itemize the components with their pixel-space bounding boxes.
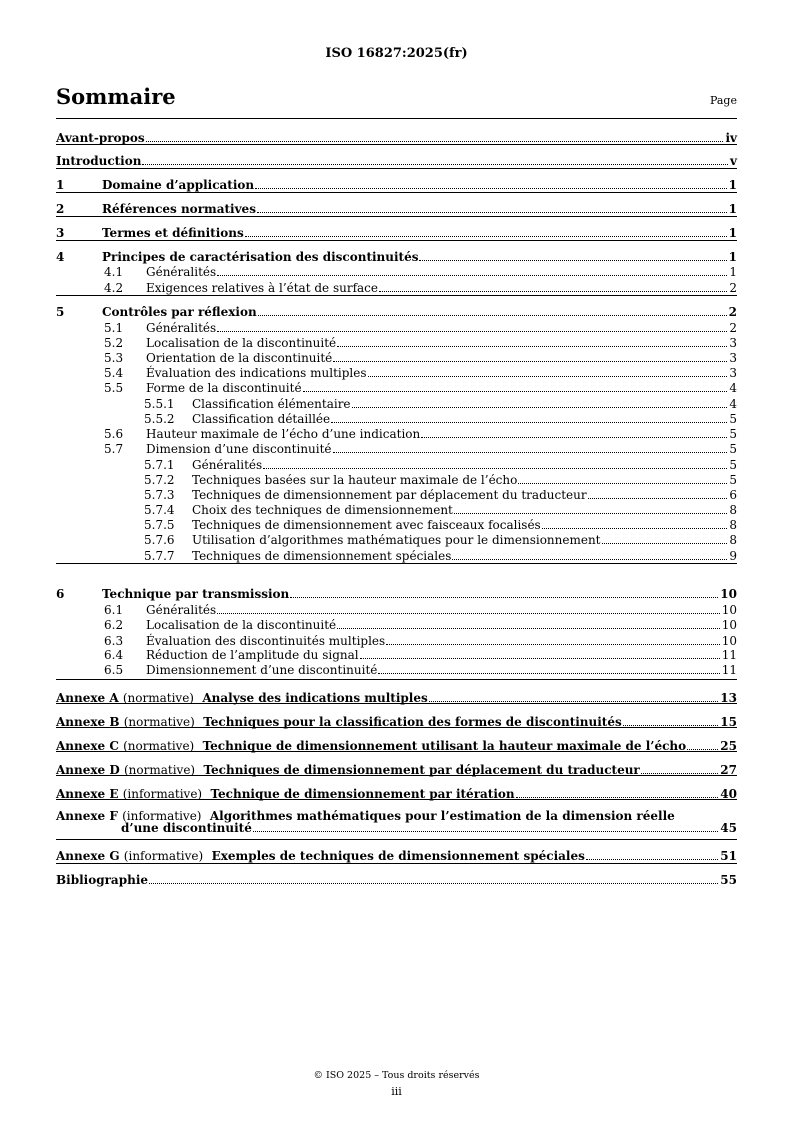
toc-entry[interactable] (56, 336, 737, 350)
toc-entry-title (56, 787, 515, 801)
toc-entry-number: 6.5 (104, 663, 124, 677)
toc-page-number: 5 (729, 473, 737, 487)
toc-entry[interactable] (56, 618, 737, 632)
toc-entry[interactable] (56, 849, 737, 863)
toc-page-number: 8 (729, 518, 737, 532)
dot-leader (386, 644, 720, 645)
toc-entry[interactable] (56, 381, 737, 395)
page-number: iii (391, 1085, 402, 1098)
dot-leader (352, 407, 728, 408)
toc-page-number: 8 (729, 533, 737, 547)
annex-title: Techniques pour la classification des formes de discontinuités (203, 715, 622, 729)
toc-entry-title (56, 739, 686, 753)
annex-title: Analyse des indications multiples (202, 691, 428, 705)
toc-separator (56, 679, 737, 680)
dot-leader (542, 528, 728, 529)
toc-entry-number: 6.1 (104, 603, 124, 617)
toc-page-number: 10 (721, 618, 737, 632)
dot-leader (257, 212, 727, 213)
toc-entry-title: Techniques basées sur la hauteur maximale de l’écho (192, 473, 518, 487)
toc-entry[interactable] (56, 488, 737, 502)
toc-entry-title: Orientation de la discontinuité (146, 351, 333, 365)
toc-entry[interactable] (56, 648, 737, 662)
toc-page-number: 5 (729, 427, 737, 441)
annex-kind: (normative) (123, 739, 195, 753)
toc-entry[interactable] (56, 351, 737, 365)
toc-page-number: 1 (729, 265, 737, 279)
toc-entry[interactable] (56, 518, 737, 532)
toc-entry-number: 4.1 (104, 265, 124, 279)
toc-entry[interactable] (56, 691, 737, 705)
toc-entry-title: Termes et définitions (102, 226, 244, 240)
toc-entry-title: Avant-propos (56, 131, 145, 145)
toc-entry[interactable] (56, 265, 737, 279)
dot-leader (146, 141, 724, 142)
toc-entry-number: 1 (56, 178, 65, 192)
toc-entry-title: Généralités (146, 603, 217, 617)
toc-entry-title: Hauteur maximale de l’écho d’une indication (146, 427, 421, 441)
toc-entry-number: 5.7.5 (144, 518, 175, 532)
dot-leader (454, 513, 727, 514)
toc-entry-title: Forme de la discontinuité (146, 381, 302, 395)
toc-page-number: 1 (728, 226, 737, 240)
toc-entry-title (56, 763, 640, 777)
toc-entry-title: Techniques de dimensionnement spéciales (192, 549, 452, 563)
toc-page-number: 5 (729, 412, 737, 426)
toc-page-number: 1 (728, 178, 737, 192)
toc-entry[interactable] (56, 202, 737, 216)
dot-leader (368, 376, 728, 377)
dot-leader (217, 275, 727, 276)
toc-entry-number: 6.4 (104, 648, 124, 662)
dot-leader (429, 701, 719, 702)
toc-entry-number: 6.2 (104, 618, 124, 632)
toc-entry[interactable] (56, 533, 737, 547)
toc-entry-title: Dimension d’une discontinuité (146, 442, 332, 456)
toc-entry-number: 5.7.4 (144, 503, 175, 517)
toc-entry-number: 6 (56, 587, 65, 601)
toc-entry[interactable] (56, 281, 737, 295)
toc-entry-title: Localisation de la discontinuité (146, 618, 337, 632)
toc-entry[interactable] (56, 549, 737, 563)
toc-entry-title: Introduction (56, 154, 142, 168)
toc-page-number: 1 (728, 250, 737, 264)
annex-title: Techniques de dimensionnement par déplacement du traducteur (203, 763, 640, 777)
dot-leader (452, 559, 727, 560)
toc-entry-number: 5 (56, 305, 65, 319)
toc-entry[interactable] (56, 739, 737, 753)
toc-page-number: 1 (728, 202, 737, 216)
toc-page-number: 8 (729, 503, 737, 517)
dot-leader (419, 260, 726, 261)
annex-kind: (normative) (123, 763, 196, 777)
toc-entry-title: Domaine d’application (102, 178, 255, 192)
toc-entry-title: Exigences relatives à l’état de surface (146, 281, 378, 295)
dot-leader (217, 331, 727, 332)
dot-leader (379, 291, 727, 292)
toc-entry-number: 4 (56, 250, 65, 264)
toc-page-number: 3 (729, 366, 737, 380)
toc-entry-title: Bibliographie (56, 873, 149, 887)
dot-leader (641, 773, 719, 774)
toc-entry-title: Principes de caractérisation des discontinuités (102, 250, 419, 264)
toc-page-number: 4 (729, 397, 737, 411)
annex-label: Annexe G (56, 849, 120, 863)
toc-page-number: 11 (721, 663, 737, 677)
toc-page-number: 10 (721, 603, 737, 617)
toc-page-number: 15 (720, 715, 737, 729)
toc-separator (56, 168, 737, 169)
dot-leader (333, 361, 727, 362)
toc-entry-title: Classification détaillée (192, 412, 331, 426)
toc-entry[interactable] (56, 412, 737, 426)
annex-kind: (normative) (123, 715, 195, 729)
toc-entry-title: Choix des techniques de dimensionnement (192, 503, 453, 517)
toc-entry[interactable] (56, 503, 737, 517)
toc-entry[interactable] (56, 663, 737, 677)
toc-entry-title: Généralités (192, 458, 263, 472)
toc-entry[interactable] (56, 787, 737, 801)
toc-separator (56, 839, 737, 840)
toc-entry-number: 5.2 (104, 336, 124, 350)
toc-page-number: 55 (720, 873, 737, 887)
toc-entry-number: 5.7 (104, 442, 124, 456)
toc-entry[interactable] (56, 226, 737, 240)
toc-entry-title (56, 715, 622, 729)
toc-entry-title: Localisation de la discontinuité (146, 336, 337, 350)
toc-entry-title: Technique par transmission (102, 587, 290, 601)
toc-entry-title (56, 849, 585, 863)
toc-separator (56, 192, 737, 193)
toc-page-number: 4 (729, 381, 737, 395)
toc-entry-title: Dimensionnement d’une discontinuité (146, 663, 378, 677)
toc-page-number: 3 (729, 336, 737, 350)
toc-page-number: 27 (720, 763, 737, 777)
toc-page-number: 2 (728, 305, 737, 319)
dot-leader (290, 597, 718, 598)
annex-label: Annexe D (56, 763, 120, 777)
dot-leader (360, 658, 720, 659)
document-header: ISO 16827:2025(fr) (325, 46, 468, 61)
toc-entry[interactable] (56, 154, 737, 168)
toc-entry-title (56, 691, 428, 705)
toc-page-number: 13 (720, 691, 737, 705)
toc-page-number: 3 (729, 351, 737, 365)
toc-entry[interactable] (56, 305, 737, 319)
toc-entry-title: Références normatives (102, 202, 256, 216)
dot-leader (333, 452, 728, 453)
annex-label: Annexe E (56, 787, 119, 801)
toc-entry-title: Généralités (146, 265, 217, 279)
toc-page-number: 25 (720, 739, 737, 753)
toc-entry[interactable] (56, 442, 737, 456)
toc-entry-title: Algorithmes mathématiques pour l’estimation de la dimension réelle (209, 809, 675, 823)
toc-entry[interactable] (56, 715, 737, 729)
annex-kind: (normative) (122, 691, 194, 705)
annex-kind: (informative) (122, 787, 203, 801)
toc-entry-number: 5.3 (104, 351, 124, 365)
toc-entry-title: Techniques de dimensionnement avec faisceaux focalisés (192, 518, 541, 532)
toc-entry-number: 5.5.2 (144, 412, 175, 426)
dot-leader (602, 543, 728, 544)
toc-entry-number: 5.7.3 (144, 488, 175, 502)
dot-leader (378, 673, 719, 674)
annex-title: Technique de dimensionnement par itération (210, 787, 515, 801)
page-title: Sommaire (56, 84, 176, 109)
toc-entry[interactable] (56, 427, 737, 441)
toc-page-number: 45 (720, 821, 737, 835)
toc-entry[interactable] (56, 763, 737, 777)
toc-entry[interactable] (56, 634, 737, 648)
toc-entry[interactable] (56, 603, 737, 617)
toc-entry-title: Classification élémentaire (192, 397, 351, 411)
dot-leader (331, 422, 727, 423)
dot-leader (142, 164, 728, 165)
toc-entry-title: Évaluation des indications multiples (146, 366, 367, 380)
toc-separator (56, 563, 737, 564)
toc-entry[interactable] (56, 821, 737, 835)
dot-leader (255, 188, 727, 189)
toc-entry-title: Évaluation des discontinuités multiples (146, 634, 386, 648)
toc-entry-number: 4.2 (104, 281, 124, 295)
dot-leader (258, 315, 727, 316)
dot-leader (518, 483, 727, 484)
dot-leader (337, 628, 720, 629)
toc-entry-number: 5.5.1 (144, 397, 175, 411)
toc-page-number: 2 (729, 281, 737, 295)
toc-entry-number: 5.4 (104, 366, 124, 380)
toc-entry[interactable] (56, 397, 737, 411)
toc-page-number: 10 (721, 634, 737, 648)
toc-entry-number: 3 (56, 226, 65, 240)
annex-kind: (informative) (122, 809, 202, 823)
dot-leader (149, 883, 718, 884)
toc-entry-number: 6.3 (104, 634, 124, 648)
toc-page-number: 2 (729, 321, 737, 335)
toc-entry-title-cont: d’une discontinuité (121, 821, 252, 835)
toc-entry[interactable] (56, 321, 737, 335)
toc-separator (56, 240, 737, 241)
copyright-notice: © ISO 2025 – Tous droits réservés (313, 1070, 480, 1081)
dot-leader (421, 437, 727, 438)
toc-page-number: 9 (729, 549, 737, 563)
dot-leader (516, 797, 719, 798)
toc-page-number: 51 (720, 849, 737, 863)
page-column-label: Page (709, 94, 737, 107)
toc-entry-number: 5.7.6 (144, 533, 175, 547)
toc-entry-number: 5.7.7 (144, 549, 175, 563)
annex-label: Annexe A (56, 691, 119, 705)
dot-leader (245, 236, 727, 237)
dot-leader (586, 859, 718, 860)
dot-leader (623, 725, 719, 726)
annex-label: Annexe F (56, 809, 118, 823)
toc-entry[interactable] (56, 873, 737, 887)
dot-leader (303, 391, 728, 392)
dot-leader (687, 749, 718, 750)
toc-entry-title: Contrôles par réflexion (102, 305, 257, 319)
annex-title: Technique de dimensionnement utilisant la hauteur maximale de l’écho (202, 739, 687, 753)
toc-separator (56, 295, 737, 296)
toc-entry-number: 2 (56, 202, 65, 216)
annex-label: Annexe B (56, 715, 120, 729)
toc-separator (56, 863, 737, 864)
dot-leader (217, 613, 720, 614)
toc-page-number: 11 (721, 648, 737, 662)
toc-entry-title: Généralités (146, 321, 217, 335)
page-footer (0, 1068, 793, 1100)
toc-page-number: v (730, 154, 737, 168)
table-of-contents (56, 0, 737, 1122)
toc-entry-title: Réduction de l’amplitude du signal (146, 648, 359, 662)
toc-entry[interactable] (56, 250, 737, 264)
toc-entry[interactable] (56, 178, 737, 192)
dot-leader (253, 831, 718, 832)
toc-entry-title: Utilisation d’algorithmes mathématiques pour le dimensionnement (192, 533, 601, 547)
toc-page-number: 5 (729, 458, 737, 472)
toc-page-number: iv (725, 131, 737, 145)
toc-entry[interactable] (56, 131, 737, 145)
toc-entry-title: Techniques de dimensionnement par déplacement du traducteur (192, 488, 587, 502)
toc-entry[interactable] (56, 458, 737, 472)
annex-title: Exemples de techniques de dimensionnement spéciales (211, 849, 585, 863)
dot-leader (263, 468, 727, 469)
toc-entry[interactable] (56, 473, 737, 487)
toc-entry-number: 5.6 (104, 427, 124, 441)
dot-leader (337, 346, 727, 347)
toc-entry[interactable] (56, 366, 737, 380)
dot-leader (588, 498, 728, 499)
annex-label: Annexe C (56, 739, 119, 753)
toc-entry-number: 5.1 (104, 321, 124, 335)
annex-kind: (informative) (123, 849, 204, 863)
toc-entry-number: 5.7.1 (144, 458, 175, 472)
toc-entry[interactable] (56, 587, 737, 601)
toc-page-number: 10 (720, 587, 737, 601)
toc-entry-number: 5.7.2 (144, 473, 175, 487)
toc-entry-number: 5.5 (104, 381, 124, 395)
toc-page-number: 6 (729, 488, 737, 502)
toc-page-number: 40 (720, 787, 737, 801)
toc-separator (56, 216, 737, 217)
toc-page-number: 5 (729, 442, 737, 456)
